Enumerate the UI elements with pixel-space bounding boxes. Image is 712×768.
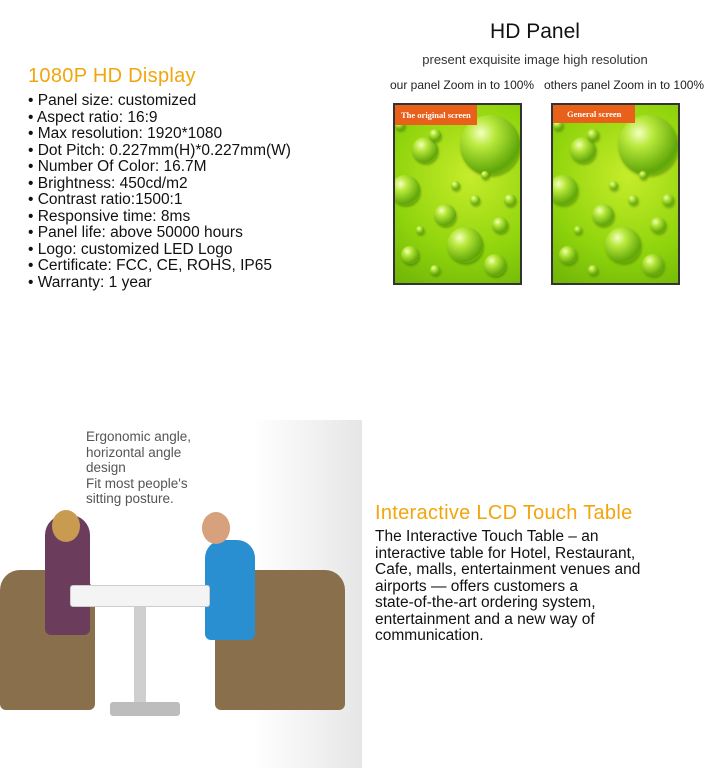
water-drop bbox=[650, 217, 666, 233]
woman-head bbox=[52, 510, 80, 542]
spec-item: • Max resolution: 1920*1080 bbox=[28, 126, 291, 143]
spec-item: • Responsive time: 8ms bbox=[28, 209, 291, 226]
ergonomic-caption bbox=[86, 429, 191, 507]
description-line: state-of-the-art ordering system, bbox=[375, 594, 596, 611]
water-drop bbox=[416, 226, 424, 234]
water-drop bbox=[642, 254, 664, 276]
water-drop bbox=[605, 227, 641, 263]
touch-table-heading: Interactive LCD Touch Table bbox=[375, 502, 633, 524]
general-screen-tag: General screen bbox=[553, 105, 635, 123]
spec-item: • Panel life: above 50000 hours bbox=[28, 225, 291, 242]
spec-item: • Warranty: 1 year bbox=[28, 275, 291, 292]
spec-item: • Logo: customized LED Logo bbox=[28, 242, 291, 259]
table-base bbox=[110, 702, 180, 716]
caption-line: design bbox=[86, 460, 126, 475]
water-drop bbox=[551, 175, 578, 205]
water-drop bbox=[451, 181, 460, 190]
our-panel-label: our panel Zoom in to 100% bbox=[390, 78, 535, 92]
water-drop bbox=[430, 265, 440, 275]
water-drop bbox=[592, 204, 614, 226]
spec-item: • Certificate: FCC, CE, ROHS, IP65 bbox=[28, 258, 291, 275]
description-line: communication. bbox=[375, 627, 484, 644]
water-drop bbox=[434, 204, 456, 226]
water-drop bbox=[393, 175, 420, 205]
caption-line: Fit most people's bbox=[86, 475, 188, 491]
water-drop bbox=[492, 217, 508, 233]
spec-item: • Contrast ratio:1500:1 bbox=[28, 192, 291, 209]
water-drop bbox=[559, 246, 577, 264]
man-head bbox=[202, 512, 230, 544]
water-drop bbox=[588, 265, 598, 275]
original-screen-image bbox=[393, 103, 522, 285]
water-drop bbox=[504, 194, 516, 206]
water-drop bbox=[401, 246, 419, 264]
water-drop bbox=[429, 129, 441, 141]
description-line: entertainment and a new way of bbox=[375, 610, 595, 628]
description-line: airports — offers customers a bbox=[375, 577, 579, 595]
water-drop bbox=[628, 195, 638, 205]
others-panel-label: others panel Zoom in to 100% bbox=[544, 78, 705, 92]
description-line: Cafe, malls, entertainment venues and bbox=[375, 561, 641, 578]
description-line: The Interactive Touch Table – an bbox=[375, 528, 599, 545]
caption-line: Ergonomic angle, bbox=[86, 429, 192, 444]
spec-item: • Panel size: customized bbox=[28, 93, 291, 110]
hd-panel-title: HD Panel bbox=[490, 20, 580, 43]
man bbox=[205, 540, 255, 640]
water-drop bbox=[447, 227, 483, 263]
water-drop bbox=[618, 115, 678, 175]
caption-line: sitting posture. bbox=[86, 491, 174, 506]
display-heading: 1080P HD Display bbox=[28, 65, 196, 87]
general-screen-image bbox=[551, 103, 680, 285]
touch-table-description bbox=[375, 529, 695, 645]
original-screen-tag: The original screen bbox=[395, 105, 477, 125]
water-drop bbox=[470, 195, 480, 205]
spec-list bbox=[28, 93, 291, 291]
description-line: interactive table for Hotel, Restaurant, bbox=[375, 544, 636, 562]
water-drop bbox=[662, 194, 674, 206]
hd-panel-subtitle: present exquisite image high resolution bbox=[422, 52, 648, 67]
water-drop bbox=[484, 254, 506, 276]
spec-item: • Dot Pitch: 0.227mm(H)*0.227mm(W) bbox=[28, 143, 291, 160]
spec-item: • Aspect ratio: 16:9 bbox=[28, 110, 291, 127]
caption-line: horizontal angle bbox=[86, 444, 182, 460]
water-drop bbox=[481, 171, 489, 179]
table-top bbox=[70, 585, 210, 607]
spec-item: • Brightness: 450cd/m2 bbox=[28, 176, 291, 193]
water-drop bbox=[574, 226, 582, 234]
water-drop bbox=[587, 129, 599, 141]
table-leg bbox=[134, 607, 146, 707]
spec-item: • Number Of Color: 16.7M bbox=[28, 159, 291, 176]
water-drop bbox=[609, 181, 618, 190]
water-drop bbox=[639, 171, 647, 179]
